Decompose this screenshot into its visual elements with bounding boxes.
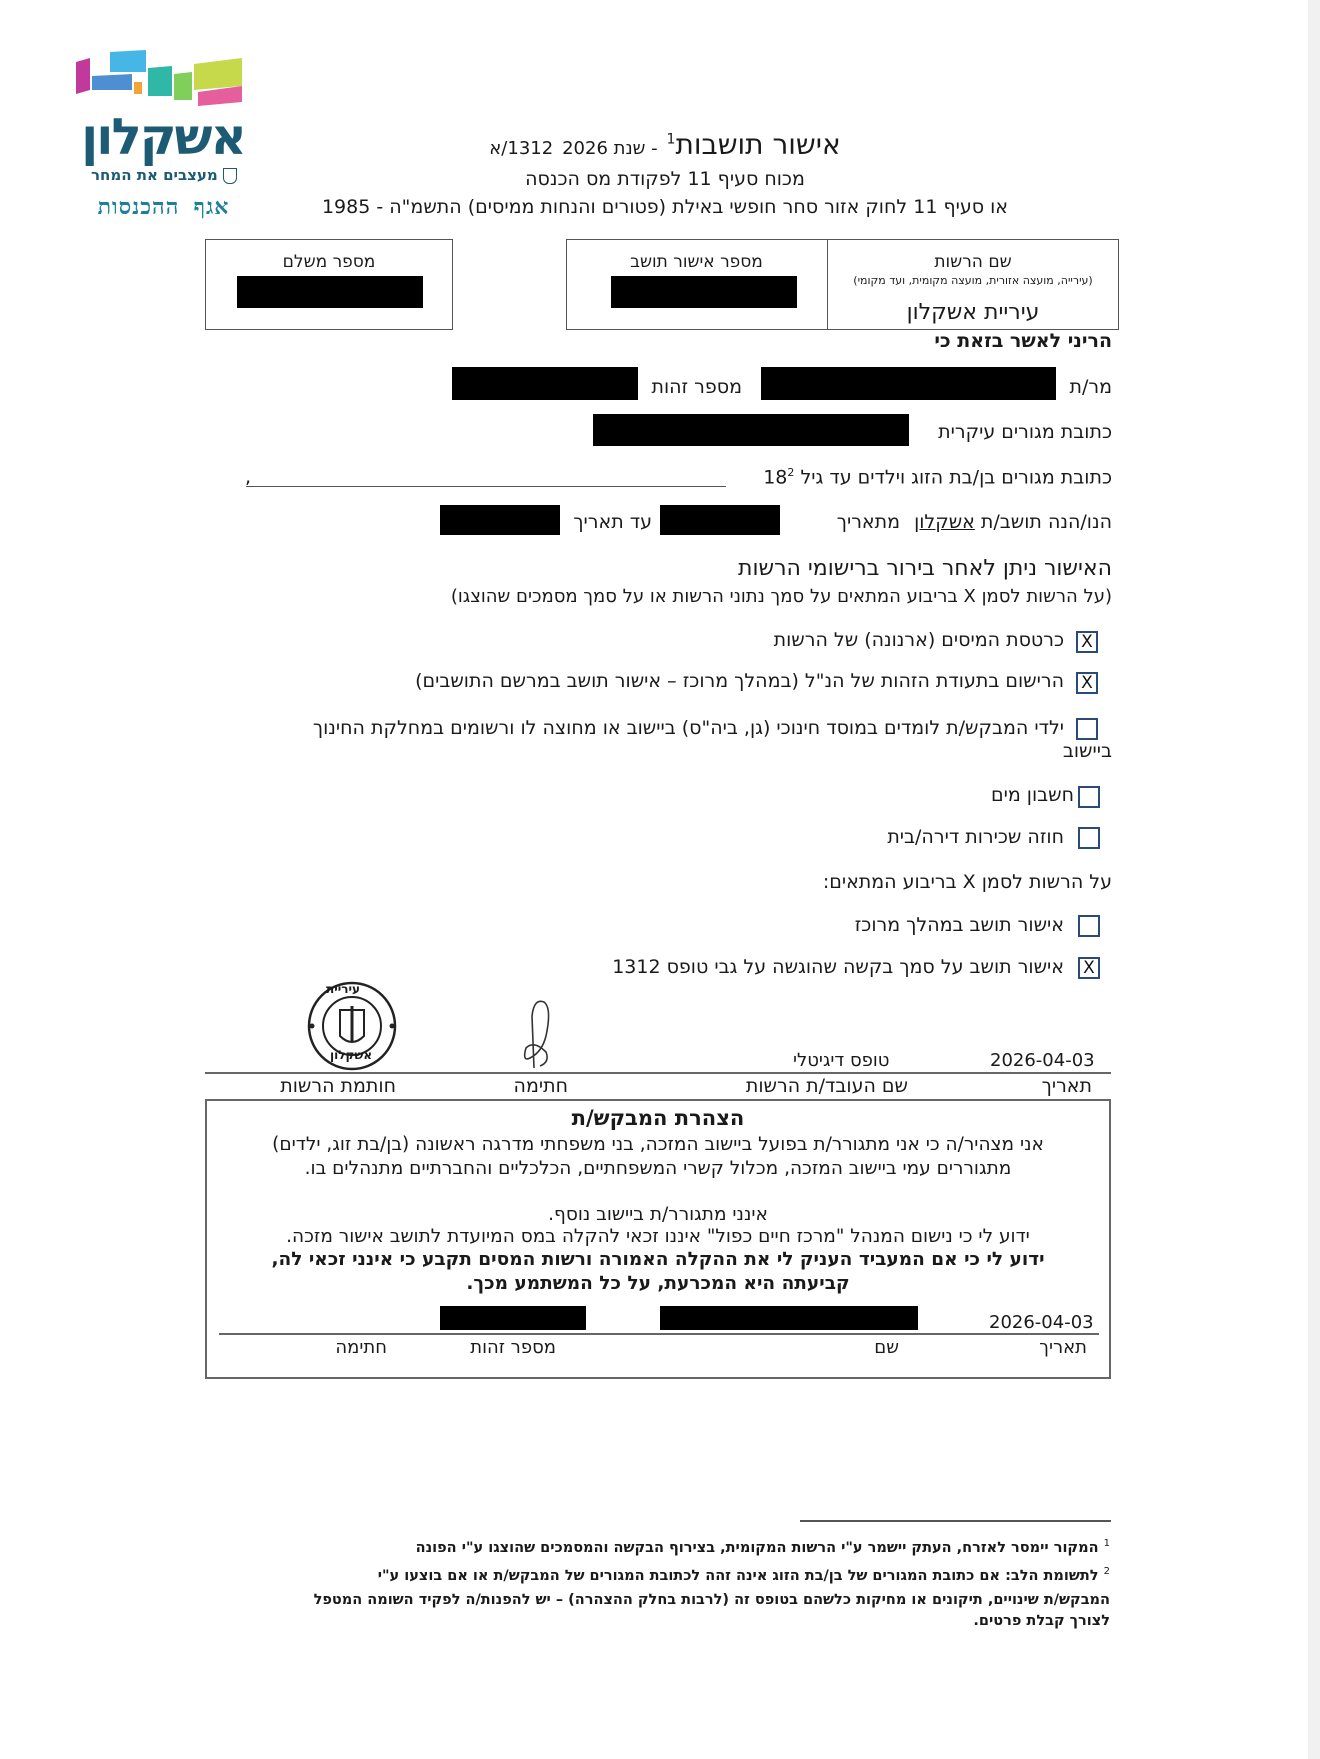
declaration-heading: הצהרת המבקש/ת [571, 1106, 745, 1130]
footnote-2-mark: 2 [1103, 1566, 1110, 1577]
to-date-redacted [440, 505, 560, 535]
centralized-process-label: אישור תושב במהלך מרוכז [854, 914, 1064, 936]
verification-instruction: (על הרשות לסמן X בריבוע המתאים על סמך נתוני הרשות או על סמך מסמכים שהוצגו) [450, 586, 1112, 607]
verification-heading: האישור ניתן לאחר בירור ברישומי הרשות [738, 556, 1112, 581]
second-instruction: על הרשות לסמן X בריבוע המתאים: [822, 871, 1112, 893]
intro-statement: הריני לאשר בזאת כי [934, 330, 1112, 352]
payer-number-redacted [237, 276, 423, 308]
footnote-2-text: לתשומת הלב: אם כתובת המגורים של בן/בת הזוג אינה זהה לכתובת המגורים של המבקש/ת או אם בוצעו ע"י [377, 1567, 1099, 1584]
applicant-name-label: שם [874, 1337, 899, 1358]
applicant-id-redacted [440, 1306, 586, 1330]
from-date-redacted [660, 505, 780, 535]
footnote-1-text: המקור יימסר לאזרח, העתק יישמר ע"י הרשות המקומית, בצירוף הבקשה והמסמכים שהוצגו ע"י הפונה [415, 1539, 1099, 1556]
applicant-signature-label: חתימה [335, 1337, 387, 1358]
applicant-date-label: תאריך [1039, 1337, 1087, 1358]
main-address-redacted [593, 414, 909, 446]
spouse-address-comma: , [245, 466, 252, 488]
payer-number-box [205, 239, 453, 330]
authority-hint: (עירייה, מועצה אזורית, מועצה מקומית, ועד מקומי) [853, 274, 1093, 287]
document-title [430, 128, 900, 161]
logo-slogan [84, 166, 244, 184]
signoff-line [205, 1072, 1111, 1074]
city-logo-graphic [74, 50, 249, 110]
official-date-label: תאריך [1041, 1075, 1092, 1097]
applicant-sign-line [219, 1333, 1099, 1335]
logo-block [148, 66, 172, 96]
footnote-separator [800, 1520, 1111, 1522]
id-registration-label: הרישום בתעודת הזהות של הנ"ל (במהלך מרוכז – אישור תושב במרשם התושבים) [415, 670, 1064, 692]
department-name: אגף ההכנסות [97, 195, 230, 220]
resident-approval-number-redacted [611, 276, 797, 308]
form-code: 1312/א [489, 138, 554, 159]
declaration-line5: ידוע לי כי אם המעביד העניק לי את ההקלה האמורה ורשות המסים תקבע כי אינני זכאי לה, [271, 1249, 1045, 1270]
stamp-label: חותמת הרשות [280, 1075, 396, 1097]
resident-statement [837, 511, 1112, 533]
logo-block [110, 50, 146, 72]
main-address-label: כתובת מגורים עיקרית [938, 421, 1112, 443]
id-number-redacted [452, 367, 638, 400]
page-edge [1308, 0, 1320, 1759]
footnote-2-cont2: לצורך קבלת פרטים. [973, 1613, 1110, 1629]
declaration-line3: אינני מתגורר/ת ביישוב נוסף. [548, 1204, 768, 1225]
logo-slogan-text: מעצבים את המחר [91, 166, 218, 184]
footnote-1 [416, 1538, 1110, 1556]
stamp-dot [390, 1024, 395, 1029]
resident-approval-label: מספר אישור תושב [630, 252, 763, 272]
employee-name-value: טופס דיגיטלי [793, 1050, 890, 1071]
stamp-top-text: עיריית [326, 982, 361, 996]
logo-block [92, 74, 132, 90]
to-date-label: עד תאריך [573, 511, 652, 533]
water-bill-label: חשבון מים [990, 784, 1074, 806]
applicant-declaration-box [205, 1099, 1111, 1379]
logo-block [76, 58, 90, 94]
title-year: - שנת 2026 [562, 138, 658, 159]
checkbox-water-bill[interactable] [1078, 786, 1100, 808]
stamp-dot [310, 1024, 315, 1029]
rental-contract-label: חוזה שכירות דירה/בית [887, 826, 1064, 848]
official-signature-label: חתימה [513, 1075, 568, 1097]
applicant-id-label: מספר זהות [470, 1337, 556, 1358]
stamp-bottom-text: אשקלון [330, 1048, 373, 1062]
logo-wordmark: אשקלון [81, 108, 245, 166]
mr-mrs-label: מר/ת [1069, 376, 1112, 398]
authority-name: עיריית אשקלון [906, 300, 1040, 325]
applicant-name-redacted [660, 1306, 918, 1330]
children-education-label: ילדי המבקש/ת לומדים במוסד חינוכי (גן, ביה"ס) ביישוב או מחוצה לו ורשומים במחלקת החינוך [312, 717, 1064, 739]
children-education-label-cont: ביישוב [1062, 740, 1112, 762]
resident-label: הנו/הנה תושב/ת [980, 511, 1112, 533]
id-number-label: מספר זהות [651, 376, 742, 398]
checkbox-centralized-process[interactable] [1078, 915, 1100, 937]
applicant-date-value: 2026-04-03 [989, 1312, 1094, 1333]
spouse-address-blank-line [246, 486, 726, 487]
declaration-line1: אני מצהיר/ה כי אני מתגורר/ת בפועל ביישוב המזכה, בני משפחתי מדרגה ראשונה (בן/בת זוג, ילדים) [272, 1134, 1044, 1155]
city-emblem-icon [223, 168, 237, 184]
checkbox-rental-contract[interactable] [1078, 827, 1100, 849]
resident-approval-cell [567, 240, 826, 329]
legal-basis-line2: או סעיף 11 לחוק אזור סחר חופשי באילת (פטורים והנחות ממיסים) התשמ"ה - 1985 [321, 196, 1009, 218]
full-name-redacted [761, 367, 1056, 400]
logo-block [174, 72, 192, 100]
employee-name-label: שם העובד/ת הרשות [745, 1075, 908, 1097]
legal-basis-line1: מכוח סעיף 11 לפקודת מס הכנסה [525, 168, 805, 190]
from-date-label: מתאריך [836, 511, 901, 533]
title-footnote-ref: 1 [666, 131, 676, 148]
tax-ledger-label: כרטסת המיסים (ארנונה) של הרשות [773, 629, 1064, 651]
official-signature [516, 996, 560, 1072]
footnote-1-mark: 1 [1103, 1538, 1110, 1549]
title-text: אישור תושבות [675, 128, 841, 161]
spouse-address-footnote-ref: 2 [787, 466, 795, 479]
declaration-line6: קביעתה היא המכרעת, על כל המשתמע מכך. [466, 1273, 850, 1294]
checkbox-form-1312[interactable]: X [1078, 957, 1100, 979]
footnote-2-cont1: המבקש/ת שינויים, תיקונים או מחיקות כלשהם בטופס זה (לרבות בחלק ההצהרה) – יש להפנות/ה לפקיד השומה המטפל [313, 1592, 1110, 1608]
declaration-line2: מתגוררים עמי ביישוב המזכה, מכלול קשרי המשפחתיים, הכלכליים והחברתיים מתנהלים בו. [304, 1158, 1012, 1179]
declaration-line4: ידוע לי כי נישום המנהל "מרכז חיים כפול" איננו זכאי להקלה במס המיועדת לתושב אישור מזכה. [286, 1226, 1030, 1247]
authority-cell [827, 240, 1118, 329]
checkbox-id-registration[interactable]: X [1076, 672, 1098, 694]
signature-stroke [525, 1001, 549, 1068]
form-1312-label: אישור תושב על סמך בקשה שהוגשה על גבי טופס 1312 [612, 956, 1064, 978]
spouse-address-label-text: כתובת מגורים בן/בת הזוג וילדים עד גיל 18 [763, 466, 1112, 489]
logo-block [134, 82, 142, 94]
checkbox-children-education[interactable] [1076, 718, 1098, 740]
authority-label: שם הרשות [934, 252, 1012, 272]
logo-block [194, 58, 242, 90]
footnote-2 [378, 1566, 1110, 1584]
payer-number-label: מספר משלם [282, 252, 376, 272]
official-date-value: 2026-04-03 [990, 1050, 1095, 1071]
resident-city: אשקלון [914, 511, 975, 533]
spouse-address-label [763, 466, 1112, 488]
authority-box [566, 239, 1119, 330]
checkbox-tax-ledger[interactable]: X [1076, 631, 1098, 653]
